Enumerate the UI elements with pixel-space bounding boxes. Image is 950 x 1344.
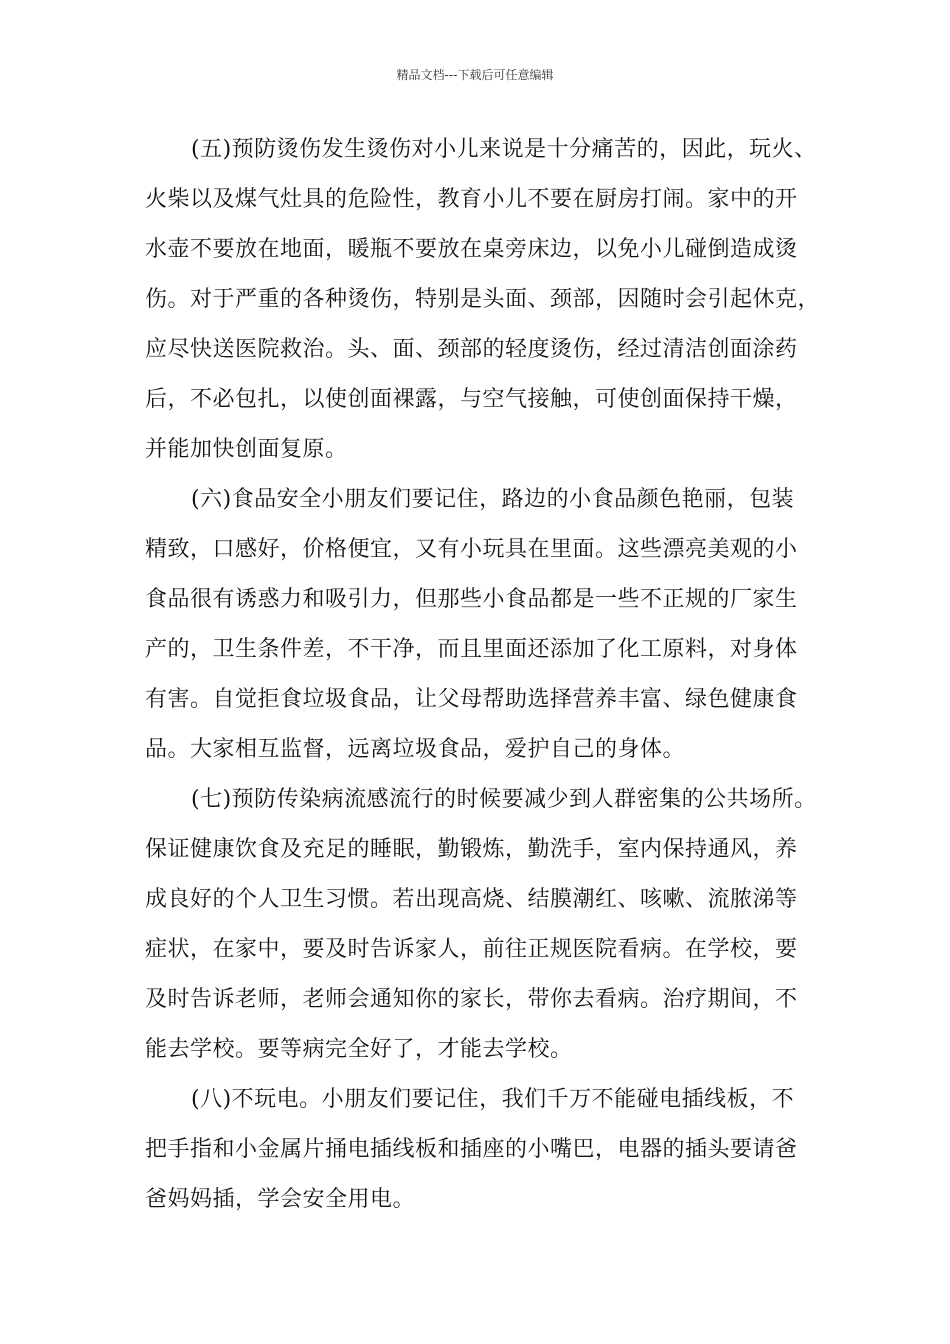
text-line: 火柴以及煤气灶具的危险性，教育小儿不要在厨房打闹。家中的开 [145, 187, 798, 212]
text-line: (五)预防烫伤发生烫伤对小儿来说是十分痛苦的，因此，玩火、 [191, 137, 817, 162]
text-line: 爸妈妈插，学会安全用电。 [145, 1187, 416, 1212]
text-line: 保证健康饮食及充足的睡眠，勤锻炼，勤洗手，室内保持通风，养 [145, 837, 798, 862]
text-line: 伤。对于严重的各种烫伤，特别是头面、颈部，因随时会引起休克， [145, 287, 821, 312]
text-line: (八)不玩电。小朋友们要记住，我们千万不能碰电插线板，不 [191, 1087, 795, 1112]
text-line: 成良好的个人卫生习惯。若出现高烧、结膜潮红、咳嗽、流脓涕等 [145, 887, 798, 912]
text-line: 水壶不要放在地面，暖瓶不要放在桌旁床边，以免小儿碰倒造成烫 [145, 237, 798, 262]
text-line: 把手指和小金属片捅电插线板和插座的小嘴巴，电器的插头要请爸 [145, 1137, 798, 1162]
text-line: 产的，卫生条件差，不干净，而且里面还添加了化工原料，对身体 [145, 637, 798, 662]
page-header: 精品文档---下载后可任意编辑 [396, 68, 554, 82]
paragraph-burn-prevention [145, 125, 821, 475]
document-body [145, 125, 821, 1225]
text-line: 及时告诉老师，老师会通知你的家长，带你去看病。治疗期间，不 [145, 987, 798, 1012]
text-line: 并能加快创面复原。 [145, 437, 348, 462]
text-line: (七)预防传染病流感流行的时候要减少到人群密集的公共场所。 [191, 787, 817, 812]
text-line: 应尽快送医院救治。头、面、颈部的轻度烫伤，经过清洁创面涂药 [145, 337, 798, 362]
text-line: 品。大家相互监督，远离垃圾食品，爱护自己的身体。 [145, 737, 686, 762]
paragraph-food-safety [145, 475, 807, 775]
text-line: 有害。自觉拒食垃圾食品，让父母帮助选择营养丰富、绿色健康食 [145, 687, 798, 712]
text-line: 能去学校。要等病完全好了，才能去学校。 [145, 1037, 573, 1062]
text-line: 食品很有诱惑力和吸引力，但那些小食品都是一些不正规的厂家生 [145, 587, 798, 612]
text-line: 后，不必包扎，以使创面裸露，与空气接触，可使创面保持干燥， [145, 387, 798, 412]
text-line: 精致，口感好，价格便宜，又有小玩具在里面。这些漂亮美观的小 [145, 537, 798, 562]
paragraph-disease-prevention [145, 775, 817, 1075]
text-line: (六)食品安全小朋友们要记住，路边的小食品颜色艳丽，包装 [191, 487, 795, 512]
text-line: 症状，在家中，要及时告诉家人，前往正规医院看病。在学校，要 [145, 937, 798, 962]
paragraph-electric-safety [145, 1075, 807, 1225]
